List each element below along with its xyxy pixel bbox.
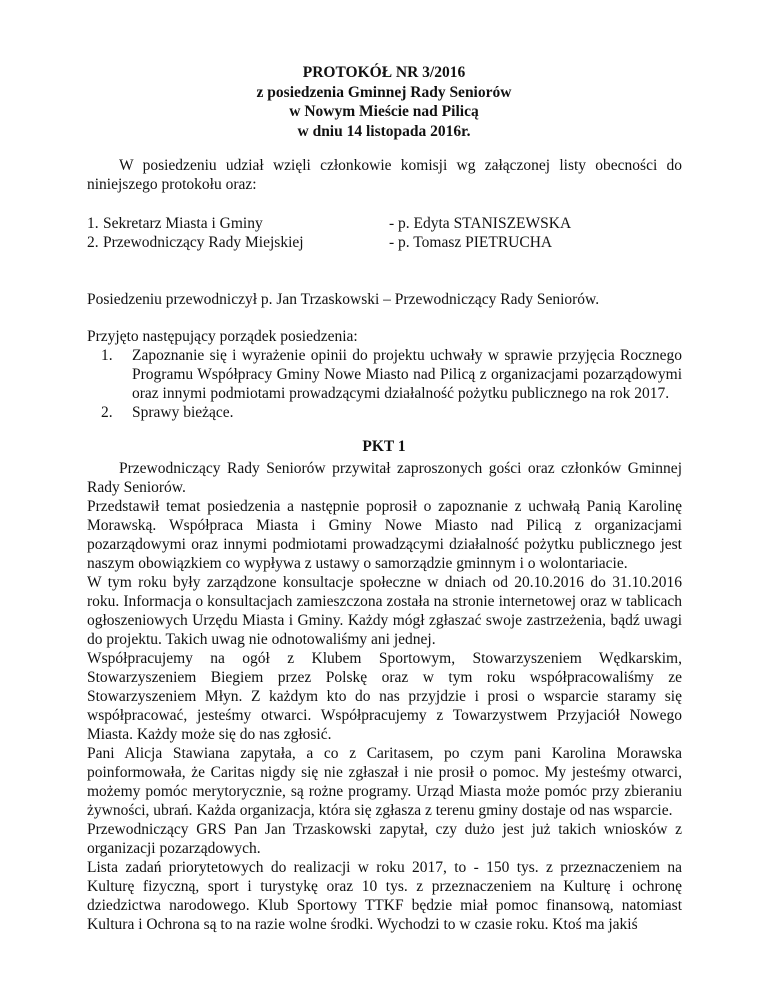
agenda-list	[87, 346, 682, 422]
body-paragraph: Lista zadań priorytetowych do realizacji w roku 2017, to - 150 tys. z przeznaczeniem na Kulturę fizyczną, sport i turystykę oraz 10 tys. z przeznaczeniem na Kulturę i ochronę dziedzictwa narodowego. Klub Sportowy TTKF będzie miał pomoc finansową, natomiast Kultura i Ochrona są to na razie wolne środki. Wychodzi to w czasie roku. Ktoś ma jakiś	[87, 859, 682, 933]
attendee-role: Sekretarz Miasta i Gminy	[103, 215, 263, 232]
agenda-intro: Przyjęto następujący porządek posiedzenia:	[87, 328, 358, 345]
agenda-item-number: 1.	[101, 347, 113, 364]
attendee-name: - p. Tomasz PIETRUCHA	[389, 234, 553, 251]
attendee-number: 2.	[87, 234, 99, 251]
document-title	[0, 63, 768, 141]
body-paragraph: Współpracujemy na ogół z Klubem Sportowym, Stowarzyszeniem Wędkarskim, Stowarzyszeniem Biegiem przez Polskę oraz w tym roku współpracowaliśmy ze Stowarzyszeniem Młyn. Z każdym kto do nas przyjdzie i prosi o wsparcie staramy się współpracować, jesteśmy otwarci. Współpracujemy z Towarzystwem Przyjaciół Nowego Miasta. Każdy może się do nas zgłosić.	[87, 650, 682, 743]
body-paragraph: Przedstawił temat posiedzenia a następnie poprosił o zapoznanie z uchwałą Panią Karolinę Morawską. Współpraca Miasta i Gminy Nowe Miasto nad Pilicą z organizacjami pozarządowymi oraz innymi podmiotami prowadzącymi działalność pożytku publicznego jest naszym obowiązkiem co wypływa z ustawy o samorządzie gminnym i o wolontariacie.	[87, 498, 682, 572]
attendee-role: Przewodniczący Rady Miejskiej	[103, 234, 304, 251]
agenda-item-text: Sprawy bieżące.	[132, 404, 234, 421]
section-heading: PKT 1	[362, 438, 406, 455]
body-paragraph: Przewodniczący Rady Seniorów przywitał zaproszonych gości oraz członków Gminnej Rady Seniorów.	[87, 460, 682, 496]
title-line-4: w dniu 14 listopada 2016r.	[297, 122, 471, 140]
title-line-1: PROTOKÓŁ NR 3/2016	[302, 64, 466, 81]
body-paragraph: W tym roku były zarządzone konsultacje społeczne w dniach od 20.10.2016 do 31.10.2016 roku. Informacja o konsultacjach zamieszczona została na stronie internetowej oraz w tablicach ogłoszeniowych Urzędu Miasta i Gminy. Każdy mógł zgłaszać swoje zastrzeżenia, bądź uwagi do projektu. Takich uwag nie odnotowaliśmy ani jednej.	[87, 574, 682, 648]
agenda-item-number: 2.	[101, 404, 113, 421]
intro-paragraph: W posiedzeniu udział wzięli członkowie komisji wg załączonej listy obecności do niniejszego protokołu oraz:	[87, 157, 682, 193]
attendee-name: - p. Edyta STANISZEWSKA	[389, 215, 572, 232]
attendee-list	[87, 214, 682, 252]
chair-statement: Posiedzeniu przewodniczył p. Jan Trzaskowski – Przewodniczący Rady Seniorów.	[87, 291, 600, 308]
minutes-body	[87, 459, 682, 934]
agenda-item	[87, 346, 682, 403]
attendee-row	[87, 214, 682, 233]
title-line-2: z posiedzenia Gminnej Rady Seniorów	[256, 83, 512, 101]
body-paragraph: Pani Alicja Stawiana zapytała, a co z Caritasem, po czym pani Karolina Morawska poinformowała, że Caritas nigdy się nie zgłaszał i nie prosił o pomoc. My jesteśmy otwarci, możemy pomóc merytorycznie, są rożne programy. Urząd Miasta może pomóc przy zbieraniu żywności, ubrań. Każda organizacja, która się zgłasza z terenu gminy dostaje od nas wsparcie.	[87, 745, 682, 819]
attendee-number: 1.	[87, 215, 99, 232]
title-line-3: w Nowym Mieście nad Pilicą	[289, 103, 479, 120]
body-paragraph: Przewodniczący GRS Pan Jan Trzaskowski zapytał, czy dużo jest już takich wniosków z organizacji pozarządowych.	[87, 821, 682, 857]
agenda-item-text: Zapoznanie się i wyrażenie opinii do projektu uchwały w sprawie przyjęcia Rocznego Programu Współpracy Gminy Nowe Miasto nad Pilicą z organizacjami pozarządowymi oraz innymi podmiotami prowadzącymi działalność pożytku publicznego na rok 2017.	[132, 347, 682, 402]
attendee-row	[87, 233, 682, 252]
agenda-item	[87, 403, 682, 422]
